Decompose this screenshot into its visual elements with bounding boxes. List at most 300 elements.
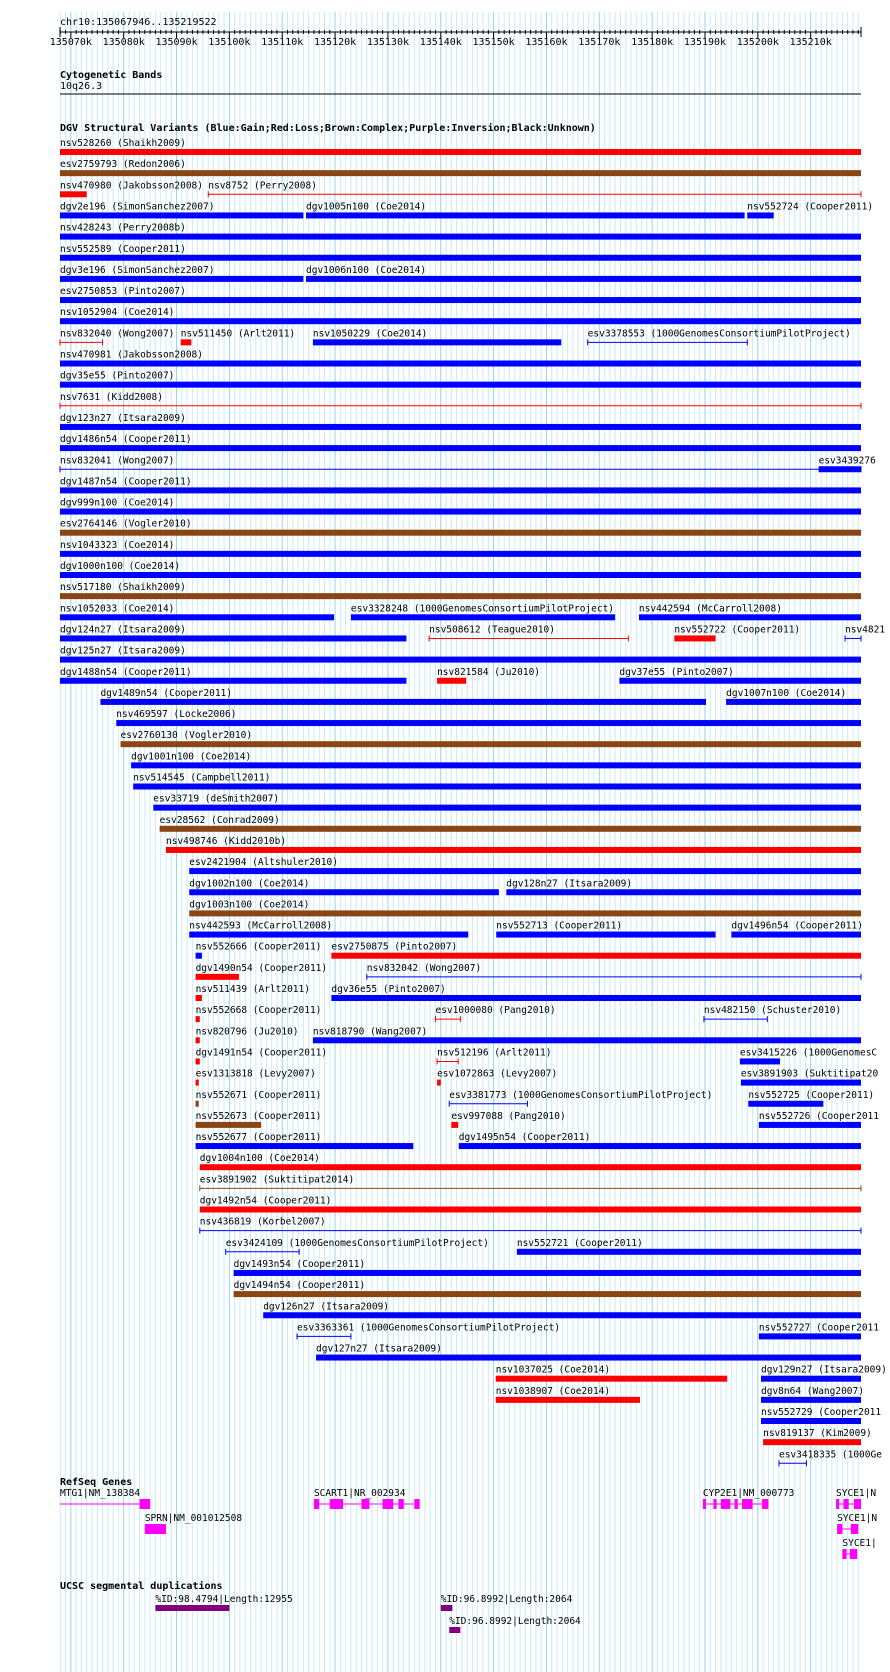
gene-feature[interactable] (703, 1488, 795, 1509)
sv-feature-label: nsv818790 (Wang2007) (312, 1026, 428, 1038)
gene-exon (842, 1549, 846, 1559)
sv-feature-label: esv2421904 (Altshuler2010) (189, 857, 338, 869)
sv-feature-label: dgv1488n54 (Cooper2011) (60, 666, 192, 678)
sv-feature[interactable] (196, 1111, 322, 1128)
sv-feature-label: nsv498746 (Kidd2010b) (165, 835, 287, 847)
sv-feature[interactable] (588, 328, 851, 345)
segdup-track (60, 1580, 581, 1633)
sv-feature[interactable] (60, 328, 174, 345)
sv-feature-bar (60, 255, 861, 261)
sv-feature-bar (60, 191, 87, 197)
gene-label: SYCE1|N (836, 1488, 877, 1499)
sv-feature-bar (459, 1143, 861, 1149)
sv-feature-label: esv2750853 (Pinto2007) (60, 286, 186, 298)
sv-feature-label: nsv1050229 (Coe2014) (312, 328, 428, 340)
segdup-bar (449, 1627, 460, 1633)
sv-feature[interactable] (367, 963, 861, 980)
sv-feature-label: nsv442593 (McCarroll2008) (189, 920, 333, 932)
ruler-tick-label: 135190k (683, 37, 727, 48)
gene-exon (713, 1499, 716, 1509)
sv-feature-label: dgv1000n100 (Coe2014) (60, 561, 181, 572)
gene-exon (762, 1499, 768, 1509)
cytoband-track (60, 69, 861, 94)
sv-feature-bar (748, 1101, 823, 1107)
sv-feature-bar (60, 212, 303, 218)
gene-feature[interactable] (60, 1488, 150, 1509)
sv-feature-label: dgv8n64 (Wang2007) (761, 1385, 864, 1397)
sv-feature[interactable] (60, 307, 861, 324)
sv-feature-label: esv2759793 (Redon2006) (60, 159, 186, 171)
sv-feature-label: nsv832040 (Wong2007) (60, 328, 175, 340)
sv-feature[interactable] (196, 1026, 299, 1043)
sv-feature-label: esv3418335 (1000Ge (778, 1449, 882, 1461)
segdup-bar (155, 1605, 229, 1611)
sv-feature-bar (506, 889, 861, 895)
sv-feature-label: nsv4821 (845, 624, 886, 636)
sv-feature[interactable] (331, 984, 861, 1001)
sv-feature-label: nsv552666 (Cooper2011) (195, 941, 322, 953)
sv-feature-label: nsv436819 (Korbel2007) (199, 1216, 326, 1228)
sv-feature-label: nsv1043323 (Coe2014) (60, 539, 175, 551)
sv-feature-bar (759, 1333, 861, 1339)
sv-feature-label: dgv1003n100 (Coe2014) (189, 899, 310, 911)
sv-feature-bar (60, 361, 861, 367)
sv-feature[interactable] (60, 434, 861, 451)
sv-feature-bar (60, 530, 861, 536)
sv-feature[interactable] (761, 1365, 887, 1382)
sv-feature[interactable] (761, 1407, 881, 1424)
sv-feature-label: nsv552673 (Cooper2011) (195, 1110, 322, 1122)
sv-feature[interactable] (451, 1111, 565, 1128)
gene-exon (851, 1524, 858, 1534)
sv-feature-label: nsv514545 (Campbell2011) (133, 772, 271, 784)
sv-feature-bar (196, 1058, 200, 1064)
sv-feature[interactable] (759, 1322, 879, 1339)
sv-feature-label: nsv1037025 (Coe2014) (495, 1364, 611, 1376)
gene-exon (140, 1499, 151, 1509)
ruler-tick-label: 135100k (208, 37, 251, 48)
sv-feature[interactable] (60, 498, 861, 515)
sv-feature-bar (306, 276, 861, 282)
sv-feature[interactable] (196, 1090, 322, 1107)
ruler-tick-label: 135170k (578, 37, 621, 48)
sv-feature-label: dgv126n27 (Itsara2009) (263, 1301, 390, 1313)
gene-exon (398, 1499, 403, 1509)
sv-feature-label: nsv552668 (Cooper2011) (195, 1005, 322, 1017)
sv-feature-label: nsv508612 (Teague2010) (429, 624, 555, 636)
gene-exon (314, 1499, 319, 1509)
sv-feature-bar (761, 1376, 861, 1382)
sv-feature-label: esv2760130 (Vogler2010) (120, 730, 253, 742)
gene-exon (703, 1499, 706, 1509)
sv-feature-bar (100, 699, 706, 705)
sv-feature-label: dgv37e55 (Pinto2007) (619, 666, 734, 678)
sv-feature[interactable] (731, 921, 863, 938)
sv-feature-label: esv1000080 (Pang2010) (435, 1005, 556, 1017)
sv-feature[interactable] (759, 1111, 879, 1128)
sv-feature-label: nsv469597 (Locke2006) (116, 709, 237, 721)
sv-feature-label: dgv1492n54 (Cooper2011) (199, 1195, 332, 1207)
sv-feature-label: dgv2e196 (SimonSanchez2007) (60, 201, 215, 213)
sv-feature-bar (166, 847, 861, 853)
sv-feature-bar (60, 551, 861, 557)
sv-feature[interactable] (226, 1238, 489, 1255)
sv-feature[interactable] (779, 1449, 882, 1466)
sv-feature-label: dgv1487n54 (Cooper2011) (60, 476, 192, 488)
sv-feature-label: nsv1038907 (Coe2014) (495, 1385, 611, 1397)
sv-feature-bar (196, 953, 202, 959)
sv-feature-bar (313, 1037, 861, 1043)
sv-feature-bar (331, 953, 861, 959)
sv-feature[interactable] (763, 1428, 872, 1445)
segdup-feature[interactable] (441, 1594, 573, 1611)
sv-feature-bar (181, 339, 192, 345)
sv-feature-bar (196, 974, 239, 980)
sv-feature[interactable] (234, 1259, 861, 1276)
sv-feature-label: esv3424109 (1000GenomesConsortiumPilotProject) (225, 1237, 489, 1249)
sv-feature-bar (189, 868, 861, 874)
segdup-label: %ID:96.8992|Length:2064 (440, 1594, 573, 1605)
sv-feature-bar (60, 234, 861, 240)
ruler-tick-label: 135070k (49, 37, 92, 48)
sv-feature-bar (60, 297, 861, 303)
sv-feature[interactable] (674, 624, 800, 641)
sv-feature-label: esv33719 (deSmith2007) (153, 793, 280, 805)
sv-feature[interactable] (189, 921, 468, 938)
sv-feature-bar (60, 614, 334, 620)
ruler-tick-label: 135200k (736, 37, 779, 48)
sv-feature-label: esv3381773 (1000GenomesConsortiumPilotProject) (449, 1089, 713, 1101)
sv-feature-bar (189, 932, 468, 938)
sv-feature-label: esv28562 (Conrad2009) (159, 814, 280, 826)
sv-feature-bar (60, 445, 861, 451)
sv-feature-bar (639, 614, 861, 620)
refseq-track-title: RefSeq Genes (60, 1477, 133, 1488)
sv-feature[interactable] (60, 624, 406, 641)
sv-feature-label: esv1313818 (Levy2007) (195, 1068, 316, 1080)
sv-feature[interactable] (437, 1047, 551, 1064)
sv-feature-label: nsv482150 (Schuster2010) (703, 1005, 842, 1017)
sv-feature[interactable] (60, 540, 861, 557)
sv-feature-label: nsv552727 (Cooper2011 (758, 1322, 880, 1334)
sv-feature[interactable] (60, 667, 406, 684)
gene-exon (836, 1499, 839, 1509)
sv-feature-label: nsv552713 (Cooper2011) (496, 920, 623, 932)
sv-feature-bar (451, 1122, 458, 1128)
sv-feature[interactable] (60, 392, 861, 409)
gene-exon (854, 1499, 861, 1509)
sv-feature[interactable] (496, 921, 715, 938)
sv-feature-label: esv3891903 (Suktitipat20 (740, 1068, 879, 1080)
sv-feature-label: dgv35e55 (Pinto2007) (60, 370, 175, 382)
gene-feature[interactable] (837, 1513, 877, 1534)
sv-feature-bar (741, 1080, 861, 1086)
gene-exon (837, 1524, 842, 1534)
refseq-track (60, 1477, 877, 1559)
sv-feature-label: esv2764146 (Vogler2010) (60, 518, 192, 530)
sv-feature[interactable] (704, 1005, 841, 1022)
sv-feature-label: nsv552677 (Cooper2011) (195, 1132, 322, 1144)
sv-feature[interactable] (60, 223, 861, 240)
sv-feature-label: nsv552726 (Cooper2011 (758, 1110, 880, 1122)
sv-feature-label: dgv125n27 (Itsara2009) (60, 645, 186, 657)
sv-feature-bar (189, 910, 861, 916)
sv-feature-bar (153, 805, 861, 811)
sv-feature[interactable] (639, 603, 861, 620)
sv-feature-bar (196, 1143, 414, 1149)
sv-feature-label: dgv1006n100 (Coe2014) (306, 264, 427, 276)
ruler-track (50, 17, 861, 48)
segdup-track-title: UCSC segmental duplications (60, 1581, 223, 1592)
sv-feature-bar (263, 1312, 861, 1318)
sv-feature[interactable] (234, 1280, 861, 1297)
sv-feature-label: nsv832041 (Wong2007) (60, 455, 175, 467)
sv-feature[interactable] (60, 476, 861, 493)
sv-feature[interactable] (121, 730, 861, 747)
refseq-genes (60, 1488, 877, 1559)
sv-feature-label: nsv528260 (Shaikh2009) (60, 138, 186, 149)
sv-feature-bar (234, 1270, 861, 1276)
ruler-tick-label: 135090k (155, 37, 198, 48)
ruler-ticks (50, 30, 858, 48)
gene-label: MTG1|NM_138384 (60, 1488, 141, 1499)
sv-feature[interactable] (60, 244, 861, 261)
gene-feature[interactable] (314, 1488, 420, 1509)
sv-feature[interactable] (160, 815, 861, 832)
sv-feature-bar (60, 487, 861, 493)
sv-feature-label: nsv517180 (Shaikh2009) (60, 582, 186, 594)
sv-feature-label: nsv7631 (Kidd2008) (60, 391, 163, 403)
sv-feature-bar (196, 995, 202, 1001)
sv-feature[interactable] (60, 646, 861, 663)
sv-feature[interactable] (133, 773, 861, 790)
sv-feature-label: nsv511439 (Arlt2011) (195, 984, 310, 995)
sv-feature[interactable] (60, 371, 861, 388)
ruler-tick-label: 135120k (314, 37, 357, 48)
sv-feature-label: dgv1486n54 (Cooper2011) (60, 434, 192, 446)
ruler-tick-label: 135210k (789, 37, 832, 48)
sv-feature-label: dgv129n27 (Itsara2009) (761, 1364, 887, 1376)
sv-feature-bar (60, 318, 861, 324)
sv-feature[interactable] (153, 794, 861, 811)
sv-feature-label: nsv470981 (Jakobsson2008) (60, 349, 203, 361)
sv-feature-bar (60, 635, 406, 641)
sv-feature-bar (60, 170, 861, 176)
gene-exon (414, 1499, 419, 1509)
sv-feature-bar (196, 1122, 262, 1128)
sv-feature-bar (196, 1037, 200, 1043)
gene-exon (383, 1499, 394, 1509)
sv-feature-bar (121, 741, 861, 747)
sv-feature-label: dgv1493n54 (Cooper2011) (233, 1258, 366, 1270)
sv-feature-label: nsv428243 (Perry2008b) (60, 222, 186, 234)
sv-feature[interactable] (496, 1386, 640, 1403)
sv-feature-bar (316, 1355, 861, 1361)
segdup-bar (441, 1605, 453, 1611)
sv-feature-label: nsv552721 (Cooper2011) (516, 1237, 643, 1249)
sv-feature-bar (517, 1249, 861, 1255)
sv-feature[interactable] (437, 1069, 557, 1086)
ruler-tick-label: 135160k (525, 37, 568, 48)
sv-feature-label: dgv1001n100 (Coe2014) (131, 751, 252, 763)
sv-feature[interactable] (166, 836, 861, 853)
gene-exon (850, 1549, 857, 1559)
sv-feature-bar (189, 889, 499, 895)
sv-feature[interactable] (196, 1005, 322, 1022)
sv-feature-bar (726, 699, 861, 705)
sv-feature[interactable] (726, 688, 861, 705)
ruler-tick-label: 135110k (261, 37, 304, 48)
sv-feature-label: dgv1002n100 (Coe2014) (189, 878, 310, 890)
sv-feature-bar (496, 1376, 727, 1382)
sv-feature-label: nsv512196 (Arlt2011) (437, 1047, 552, 1059)
sv-feature-bar (60, 424, 861, 430)
sv-feature[interactable] (740, 1047, 877, 1064)
sv-feature-bar (133, 784, 861, 790)
sv-feature[interactable] (459, 1132, 861, 1149)
sv-feature[interactable] (60, 455, 861, 472)
sv-feature-bar (747, 212, 773, 218)
sv-feature-label: nsv1052033 (Coe2014) (60, 603, 175, 615)
sv-feature-bar (313, 339, 561, 345)
cytoband-label: 10q26.3 (60, 81, 103, 92)
sv-feature[interactable] (496, 1365, 727, 1382)
sv-feature[interactable] (741, 1069, 879, 1086)
sv-feature-bar (60, 572, 861, 578)
sv-feature-bar (116, 720, 861, 726)
sv-feature-label: dgv124n27 (Itsara2009) (60, 624, 186, 636)
sv-feature-label: nsv832042 (Wong2007) (366, 962, 482, 974)
sv-feature-label: nsv552589 (Cooper2011) (60, 243, 186, 255)
sv-feature[interactable] (60, 582, 861, 599)
sv-feature[interactable] (196, 1132, 414, 1149)
ruler-tick-label: 135150k (472, 37, 515, 48)
gene-exon (721, 1499, 731, 1509)
sv-feature[interactable] (60, 159, 861, 176)
sv-feature-label: dgv36e55 (Pinto2007) (331, 984, 446, 995)
gene-exon (735, 1499, 738, 1509)
ruler-tick-label: 135080k (102, 37, 145, 48)
sv-feature-bar (196, 1080, 199, 1086)
sv-feature-bar (196, 1016, 200, 1022)
sv-feature[interactable] (131, 751, 861, 768)
sv-feature-label: nsv821584 (Ju2010) (437, 666, 541, 678)
sv-feature-bar (196, 1101, 199, 1107)
sv-feature-bar (60, 276, 303, 282)
sv-feature[interactable] (60, 286, 861, 303)
sv-feature-label: nsv552671 (Cooper2011) (195, 1089, 322, 1101)
sv-feature-bar (351, 614, 615, 620)
sv-feature-bar (60, 593, 861, 599)
sv-feature-label: esv3363361 (1000GenomesConsortiumPilotProject) (297, 1322, 561, 1334)
sv-feature[interactable] (619, 667, 861, 684)
sv-feature[interactable] (331, 942, 861, 959)
sv-feature-label: esv3891902 (Suktitipat2014) (199, 1174, 355, 1186)
gene-label: SPRN|NM_001012508 (144, 1513, 243, 1524)
sv-feature-bar (763, 1439, 861, 1445)
sv-feature[interactable] (189, 878, 499, 895)
gene-exon (843, 1499, 848, 1509)
sv-feature-label: nsv819137 (Kim2009) (763, 1428, 872, 1440)
ruler-tick-label: 135130k (366, 37, 410, 48)
sv-feature[interactable] (60, 413, 861, 430)
cytoband-track-title: Cytogenetic Bands (60, 70, 163, 81)
sv-feature-label: esv3328248 (1000GenomesConsortiumPilotProject) (350, 603, 615, 615)
sv-feature-label: esv2750875 (Pinto2007) (331, 941, 458, 953)
sv-feature[interactable] (351, 603, 615, 620)
sv-feature[interactable] (60, 350, 861, 367)
sv-feature-label: dgv1007n100 (Coe2014) (726, 687, 847, 699)
gene-label: SYCE1| (842, 1538, 877, 1549)
sv-feature[interactable] (748, 1090, 874, 1107)
sv-feature-bar (496, 1397, 640, 1403)
gene-exon (330, 1499, 343, 1509)
sv-feature-label: esv1072863 (Levy2007) (437, 1068, 558, 1080)
sv-feature-label: nsv552725 (Cooper2011) (748, 1089, 875, 1101)
sv-feature-bar (331, 995, 861, 1001)
sv-feature-label: dgv123n27 (Itsara2009) (60, 412, 186, 424)
sv-feature-bar (731, 932, 861, 938)
sv-feature-label: esv997088 (Pang2010) (451, 1110, 566, 1122)
gene-label: SYCE1|N (837, 1513, 878, 1524)
sv-feature-bar (160, 826, 861, 832)
sv-feature-bar (437, 1080, 441, 1086)
sv-feature[interactable] (297, 1322, 560, 1339)
sv-feature-bar (619, 678, 861, 684)
ruler-tick-label: 135180k (631, 37, 674, 48)
sv-feature[interactable] (845, 624, 885, 641)
sv-feature-bar (131, 762, 861, 768)
dgv-track-title: DGV Structural Variants (Blue:Gain;Red:Loss;Brown:Complex;Purple:Inversion;Black:Unknown) (60, 123, 596, 134)
sv-feature-label: dgv1491n54 (Cooper2011) (195, 1047, 328, 1059)
sv-feature-bar (60, 149, 861, 155)
segdup-label: %ID:96.8992|Length:2064 (449, 1616, 581, 1627)
sv-feature[interactable] (313, 328, 561, 345)
sv-feature-label: dgv1490n54 (Cooper2011) (195, 962, 328, 974)
sv-feature-bar (200, 1207, 861, 1213)
gene-label: SCART1|NR_002934 (313, 1488, 406, 1499)
sv-feature[interactable] (429, 624, 628, 641)
sv-feature-bar (740, 1058, 780, 1064)
gene-exon (362, 1499, 370, 1509)
sv-feature-bar (437, 678, 466, 684)
sv-feature-label: dgv127n27 (Itsara2009) (316, 1343, 442, 1355)
coordinate-label: chr10:135067946..135219522 (60, 17, 217, 28)
sv-feature[interactable] (819, 455, 876, 472)
sv-feature[interactable] (60, 561, 861, 578)
sv-feature-bar (306, 212, 745, 218)
sv-feature-bar (496, 932, 715, 938)
sv-feature-bar (60, 678, 406, 684)
sv-feature[interactable] (60, 138, 861, 155)
sv-feature-label: nsv552722 (Cooper2011) (674, 624, 801, 636)
sv-feature-label: dgv3e196 (SimonSanchez2007) (60, 264, 215, 276)
sv-feature[interactable] (196, 942, 322, 959)
sv-feature[interactable] (435, 1005, 555, 1022)
sv-feature-label: nsv820796 (Ju2010) (195, 1026, 299, 1038)
sv-feature-label: dgv1495n54 (Cooper2011) (458, 1132, 591, 1144)
sv-feature-label: esv3415226 (1000GenomesC (739, 1047, 878, 1059)
sv-feature-label: nsv1052904 (Coe2014) (60, 307, 175, 319)
sv-feature-bar (60, 657, 861, 663)
sv-feature[interactable] (60, 519, 861, 536)
sv-feature-bar (761, 1397, 861, 1403)
sv-feature-bar (60, 382, 861, 388)
ruler-tick-label: 135140k (419, 37, 462, 48)
sv-feature[interactable] (761, 1386, 864, 1403)
sv-feature-label: dgv1489n54 (Cooper2011) (100, 687, 233, 699)
gene-feature[interactable] (145, 1513, 243, 1534)
